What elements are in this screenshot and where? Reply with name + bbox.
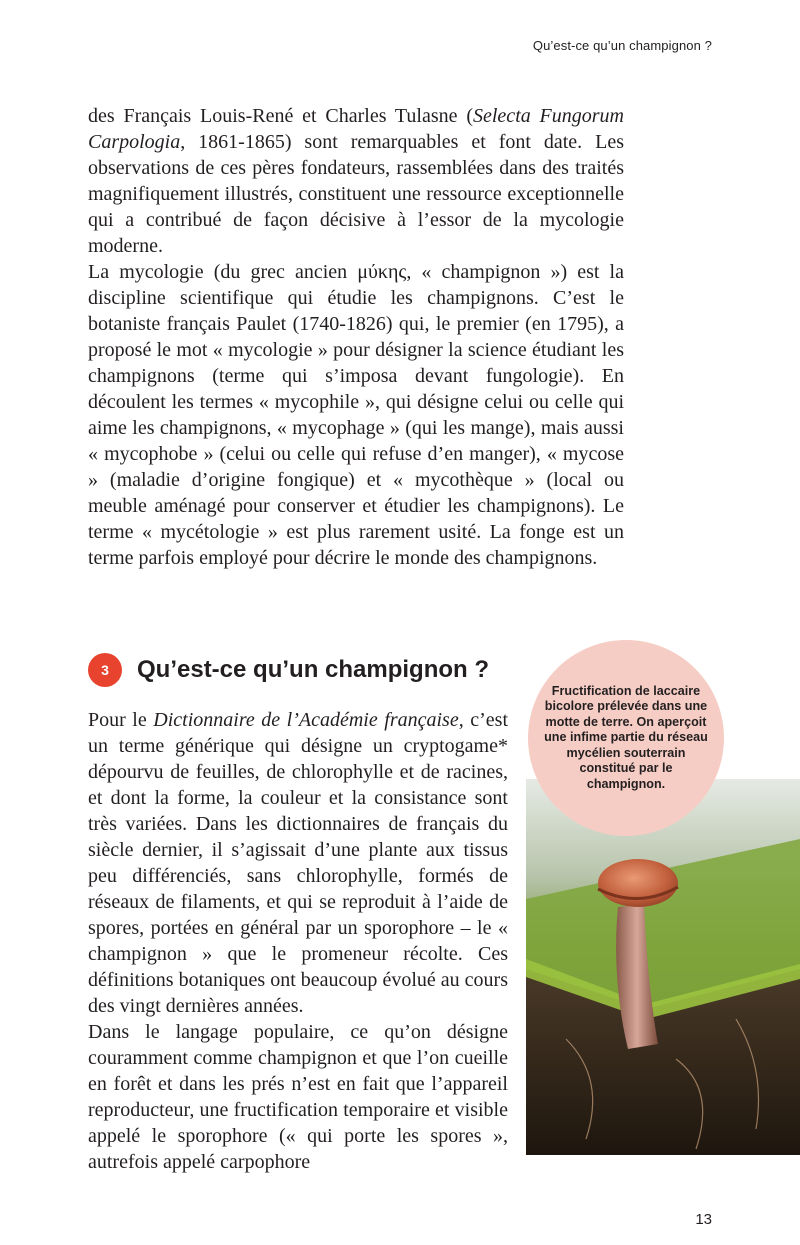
- mushroom-illustration: [526, 779, 800, 1155]
- page-number: 13: [695, 1211, 712, 1228]
- mushroom-photo: [526, 779, 800, 1155]
- running-head: Qu’est-ce qu’un champignon ?: [532, 38, 712, 53]
- paragraph: Dans le langage populaire, ce qu’on désigne couramment comme champignon et que l’on cueille en forêt et dans les prés n’est en fait que l’appareil reproducteur, une fructification temporaire et visible appelé le sporophore (« qui porte les spores », autrefois appelé carpophore: [88, 1021, 508, 1173]
- caption-text: Fructification de laccaire bicolore prélevée dans une motte de terre. On aperçoit une infime partie du réseau mycélien souterrain constitué par le champignon.: [544, 683, 708, 791]
- text-run: Pour le: [88, 709, 154, 731]
- book-title: Selecta Fungorum Carpologia: [88, 105, 624, 153]
- text-run: , 1861-1865) sont remarquables et font date. Les observations de ces pères fondateurs, rassemblées dans des traités magnifiquement illustrés, constituent une ressource exceptionnelle qui a contribué de façon décisive à l’essor de la mycologie moderne.: [88, 131, 624, 257]
- section-number-badge: 3: [88, 653, 122, 687]
- text-run: des Français Louis-René et Charles Tulasne (: [88, 105, 473, 127]
- section-heading: [88, 650, 528, 690]
- paragraph: La mycologie (du grec ancien μύκης, « champignon ») est la discipline scientifique qui étudie les champignons. C’est le botaniste français Paulet (1740-1826) qui, le premier (en 1795), a proposé le mot « mycologie » pour désigner la science étudiant les champignons (terme qui s’imposa devant fungologie). En découlent les termes « mycophile », qui désigne celui ou celle qui aime les champignons, « mycophage » (qui les mange), mais aussi « mycophobe » (celui ou celle qui refuse d’en manger), « mycose » (maladie d’origine fongique) et « mycothèque » (local ou meuble aménagé pour conserver et étudier les champignons). Le terme « mycétologie » est plus rarement usité. La fonge est un terme parfois employé pour décrire le monde des champignons.: [88, 261, 624, 569]
- paragraph: [88, 103, 624, 259]
- section-title: Qu’est-ce qu’un champignon ?: [137, 656, 490, 683]
- text-run: , c’est un terme générique qui désigne un cryptogame* dépourvu de feuilles, de chlorophylle et de racines, et dont la forme, la couleur et la consistance sont très variées. Dans les dictionnaires de français du siècle dernier, il s’agissait d’une plante aux tissus peu différenciés, sans chlorophylle, formés de réseaux de filaments, et qui se reproduit à l’aide de spores, portées en général par un sporophore – le « champignon » que le promeneur récolte. Ces définitions botaniques ont beaucoup évolué au cours des vingt dernières années.: [88, 709, 509, 1017]
- dictionary-title: Dictionnaire de l’Académie française: [153, 709, 459, 731]
- intro-text-block: [88, 103, 624, 571]
- figure-caption: [528, 640, 724, 836]
- section-text-block: [88, 707, 508, 1175]
- paragraph: [88, 707, 508, 1019]
